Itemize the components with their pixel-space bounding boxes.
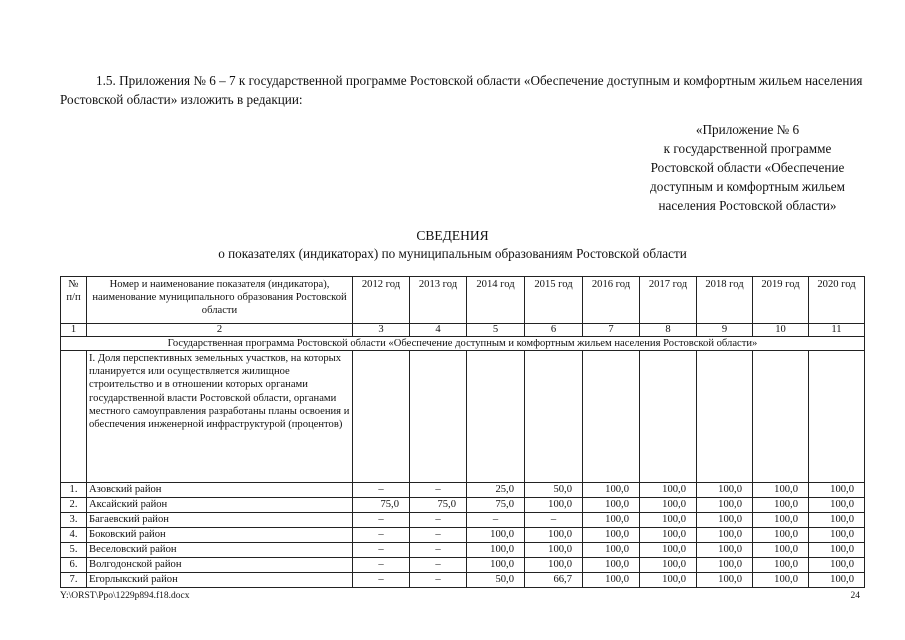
value-cell: 100,0: [525, 543, 583, 558]
column-number: 5: [467, 324, 525, 337]
column-number: 10: [753, 324, 809, 337]
value-cell: –: [410, 483, 467, 498]
column-number: 7: [583, 324, 640, 337]
row-number: 4.: [61, 528, 87, 543]
header-cell: 2018 год: [697, 277, 753, 324]
row-number: 5.: [61, 543, 87, 558]
header-cell: 2013 год: [410, 277, 467, 324]
value-cell: 66,7: [525, 573, 583, 588]
column-number-row: [61, 324, 865, 337]
value-cell: 100,0: [809, 543, 865, 558]
value-cell: 100,0: [809, 498, 865, 513]
row-number: 2.: [61, 498, 87, 513]
value-cell: –: [410, 558, 467, 573]
table-row: [61, 543, 865, 558]
row-number: 1.: [61, 483, 87, 498]
program-title: Государственная программа Ростовской области «Обеспечение доступным и комфортным жильем населения Ростовской области»: [61, 337, 865, 351]
column-number: 11: [809, 324, 865, 337]
value-cell: 100,0: [583, 543, 640, 558]
table-row: [61, 558, 865, 573]
program-row: [61, 337, 865, 351]
appendix-line: «Приложение № 6: [695, 122, 800, 137]
row-number: 3.: [61, 513, 87, 528]
value-cell: –: [410, 513, 467, 528]
header-cell: 2012 год: [353, 277, 410, 324]
value-cell: 100,0: [697, 528, 753, 543]
value-cell: 100,0: [640, 558, 697, 573]
value-cell: 100,0: [525, 498, 583, 513]
value-cell: 100,0: [753, 543, 809, 558]
value-cell: –: [467, 513, 525, 528]
municipality-name: Егорлыкский район: [87, 573, 353, 588]
value-cell: 100,0: [583, 558, 640, 573]
value-cell: 100,0: [809, 528, 865, 543]
value-cell: 100,0: [640, 513, 697, 528]
header-cell: 2017 год: [640, 277, 697, 324]
column-number: 4: [410, 324, 467, 337]
appendix-line: к государственной программе: [663, 141, 832, 156]
value-cell: –: [353, 573, 410, 588]
value-cell: 100,0: [583, 498, 640, 513]
row-number: 7.: [61, 573, 87, 588]
municipality-name: Волгодонской район: [87, 558, 353, 573]
header-cell: 2015 год: [525, 277, 583, 324]
table-header-row: [61, 277, 865, 324]
value-cell: 100,0: [583, 483, 640, 498]
value-cell: –: [353, 513, 410, 528]
value-cell: 50,0: [525, 483, 583, 498]
table-row: [61, 573, 865, 588]
row-number: 6.: [61, 558, 87, 573]
table-row: [61, 483, 865, 498]
intro-paragraph: 1.5. Приложения № 6 – 7 к государственной программе Ростовской области «Обеспечение доступным и комфортным жильем населения Ростовской области» изложить в редакции:: [60, 73, 863, 107]
header-cell: 2014 год: [467, 277, 525, 324]
value-cell: 100,0: [583, 573, 640, 588]
data-rows: [61, 483, 865, 588]
appendix-line: доступным и комфортным жильем: [650, 179, 845, 194]
value-cell: –: [410, 573, 467, 588]
column-number: 6: [525, 324, 583, 337]
value-cell: –: [410, 528, 467, 543]
value-cell: 100,0: [640, 543, 697, 558]
value-cell: 100,0: [697, 543, 753, 558]
value-cell: 100,0: [753, 573, 809, 588]
page-number: 24: [850, 591, 860, 601]
value-cell: 100,0: [809, 558, 865, 573]
municipality-name: Азовский район: [87, 483, 353, 498]
header-cell: 2020 год: [809, 277, 865, 324]
indicator-title: I. Доля перспективных земельных участков, на которых планируется или осуществляется жилищное строительство и в отношении которых органами государственной власти Ростовской области, органами местного самоуправления разработаны планы освоения и обеспечения инженерной инфраструктурой (процентов): [87, 351, 353, 483]
value-cell: 75,0: [467, 498, 525, 513]
value-cell: 100,0: [697, 573, 753, 588]
value-cell: 100,0: [467, 543, 525, 558]
value-cell: 50,0: [467, 573, 525, 588]
value-cell: 100,0: [753, 528, 809, 543]
value-cell: 100,0: [467, 558, 525, 573]
document-subtitle: о показателях (индикаторах) по муниципальным образованиям Ростовской области: [218, 246, 687, 261]
value-cell: 25,0: [467, 483, 525, 498]
value-cell: 100,0: [697, 483, 753, 498]
header-cell: № п/п: [61, 277, 87, 324]
value-cell: 100,0: [640, 498, 697, 513]
value-cell: –: [410, 543, 467, 558]
column-number: 3: [353, 324, 410, 337]
value-cell: 75,0: [410, 498, 467, 513]
table-row: [61, 513, 865, 528]
document-title: СВЕДЕНИЯ: [416, 228, 489, 243]
table-row: [61, 528, 865, 543]
value-cell: –: [353, 543, 410, 558]
municipality-name: Веселовский район: [87, 543, 353, 558]
value-cell: 75,0: [353, 498, 410, 513]
appendix-header: [610, 120, 885, 215]
value-cell: 100,0: [753, 513, 809, 528]
indicator-row: [61, 351, 865, 483]
value-cell: 100,0: [525, 528, 583, 543]
header-cell: 2016 год: [583, 277, 640, 324]
value-cell: –: [525, 513, 583, 528]
value-cell: 100,0: [753, 483, 809, 498]
value-cell: 100,0: [640, 483, 697, 498]
municipality-name: Багаевский район: [87, 513, 353, 528]
appendix-line: Ростовской области «Обеспечение: [650, 160, 845, 175]
header-cell: Номер и наименование показателя (индикатора), наименование муниципального образования Ростовской области: [87, 277, 353, 324]
table-row: [61, 498, 865, 513]
appendix-line: населения Ростовской области»: [658, 198, 837, 213]
municipality-name: Боковский район: [87, 528, 353, 543]
value-cell: 100,0: [697, 498, 753, 513]
value-cell: 100,0: [753, 498, 809, 513]
value-cell: 100,0: [753, 558, 809, 573]
column-number: 8: [640, 324, 697, 337]
value-cell: –: [353, 528, 410, 543]
value-cell: 100,0: [583, 528, 640, 543]
file-path: Y:\ORST\Ppo\1229p894.f18.docx: [60, 591, 190, 601]
value-cell: 100,0: [809, 573, 865, 588]
value-cell: 100,0: [583, 513, 640, 528]
value-cell: 100,0: [809, 483, 865, 498]
value-cell: 100,0: [525, 558, 583, 573]
municipality-name: Аксайский район: [87, 498, 353, 513]
value-cell: 100,0: [697, 513, 753, 528]
value-cell: –: [353, 558, 410, 573]
value-cell: –: [353, 483, 410, 498]
indicators-table: [60, 276, 865, 588]
value-cell: 100,0: [640, 573, 697, 588]
column-number: 9: [697, 324, 753, 337]
value-cell: 100,0: [640, 528, 697, 543]
column-number: 1: [61, 324, 87, 337]
value-cell: 100,0: [467, 528, 525, 543]
column-number: 2: [87, 324, 353, 337]
value-cell: 100,0: [809, 513, 865, 528]
value-cell: 100,0: [697, 558, 753, 573]
header-cell: 2019 год: [753, 277, 809, 324]
